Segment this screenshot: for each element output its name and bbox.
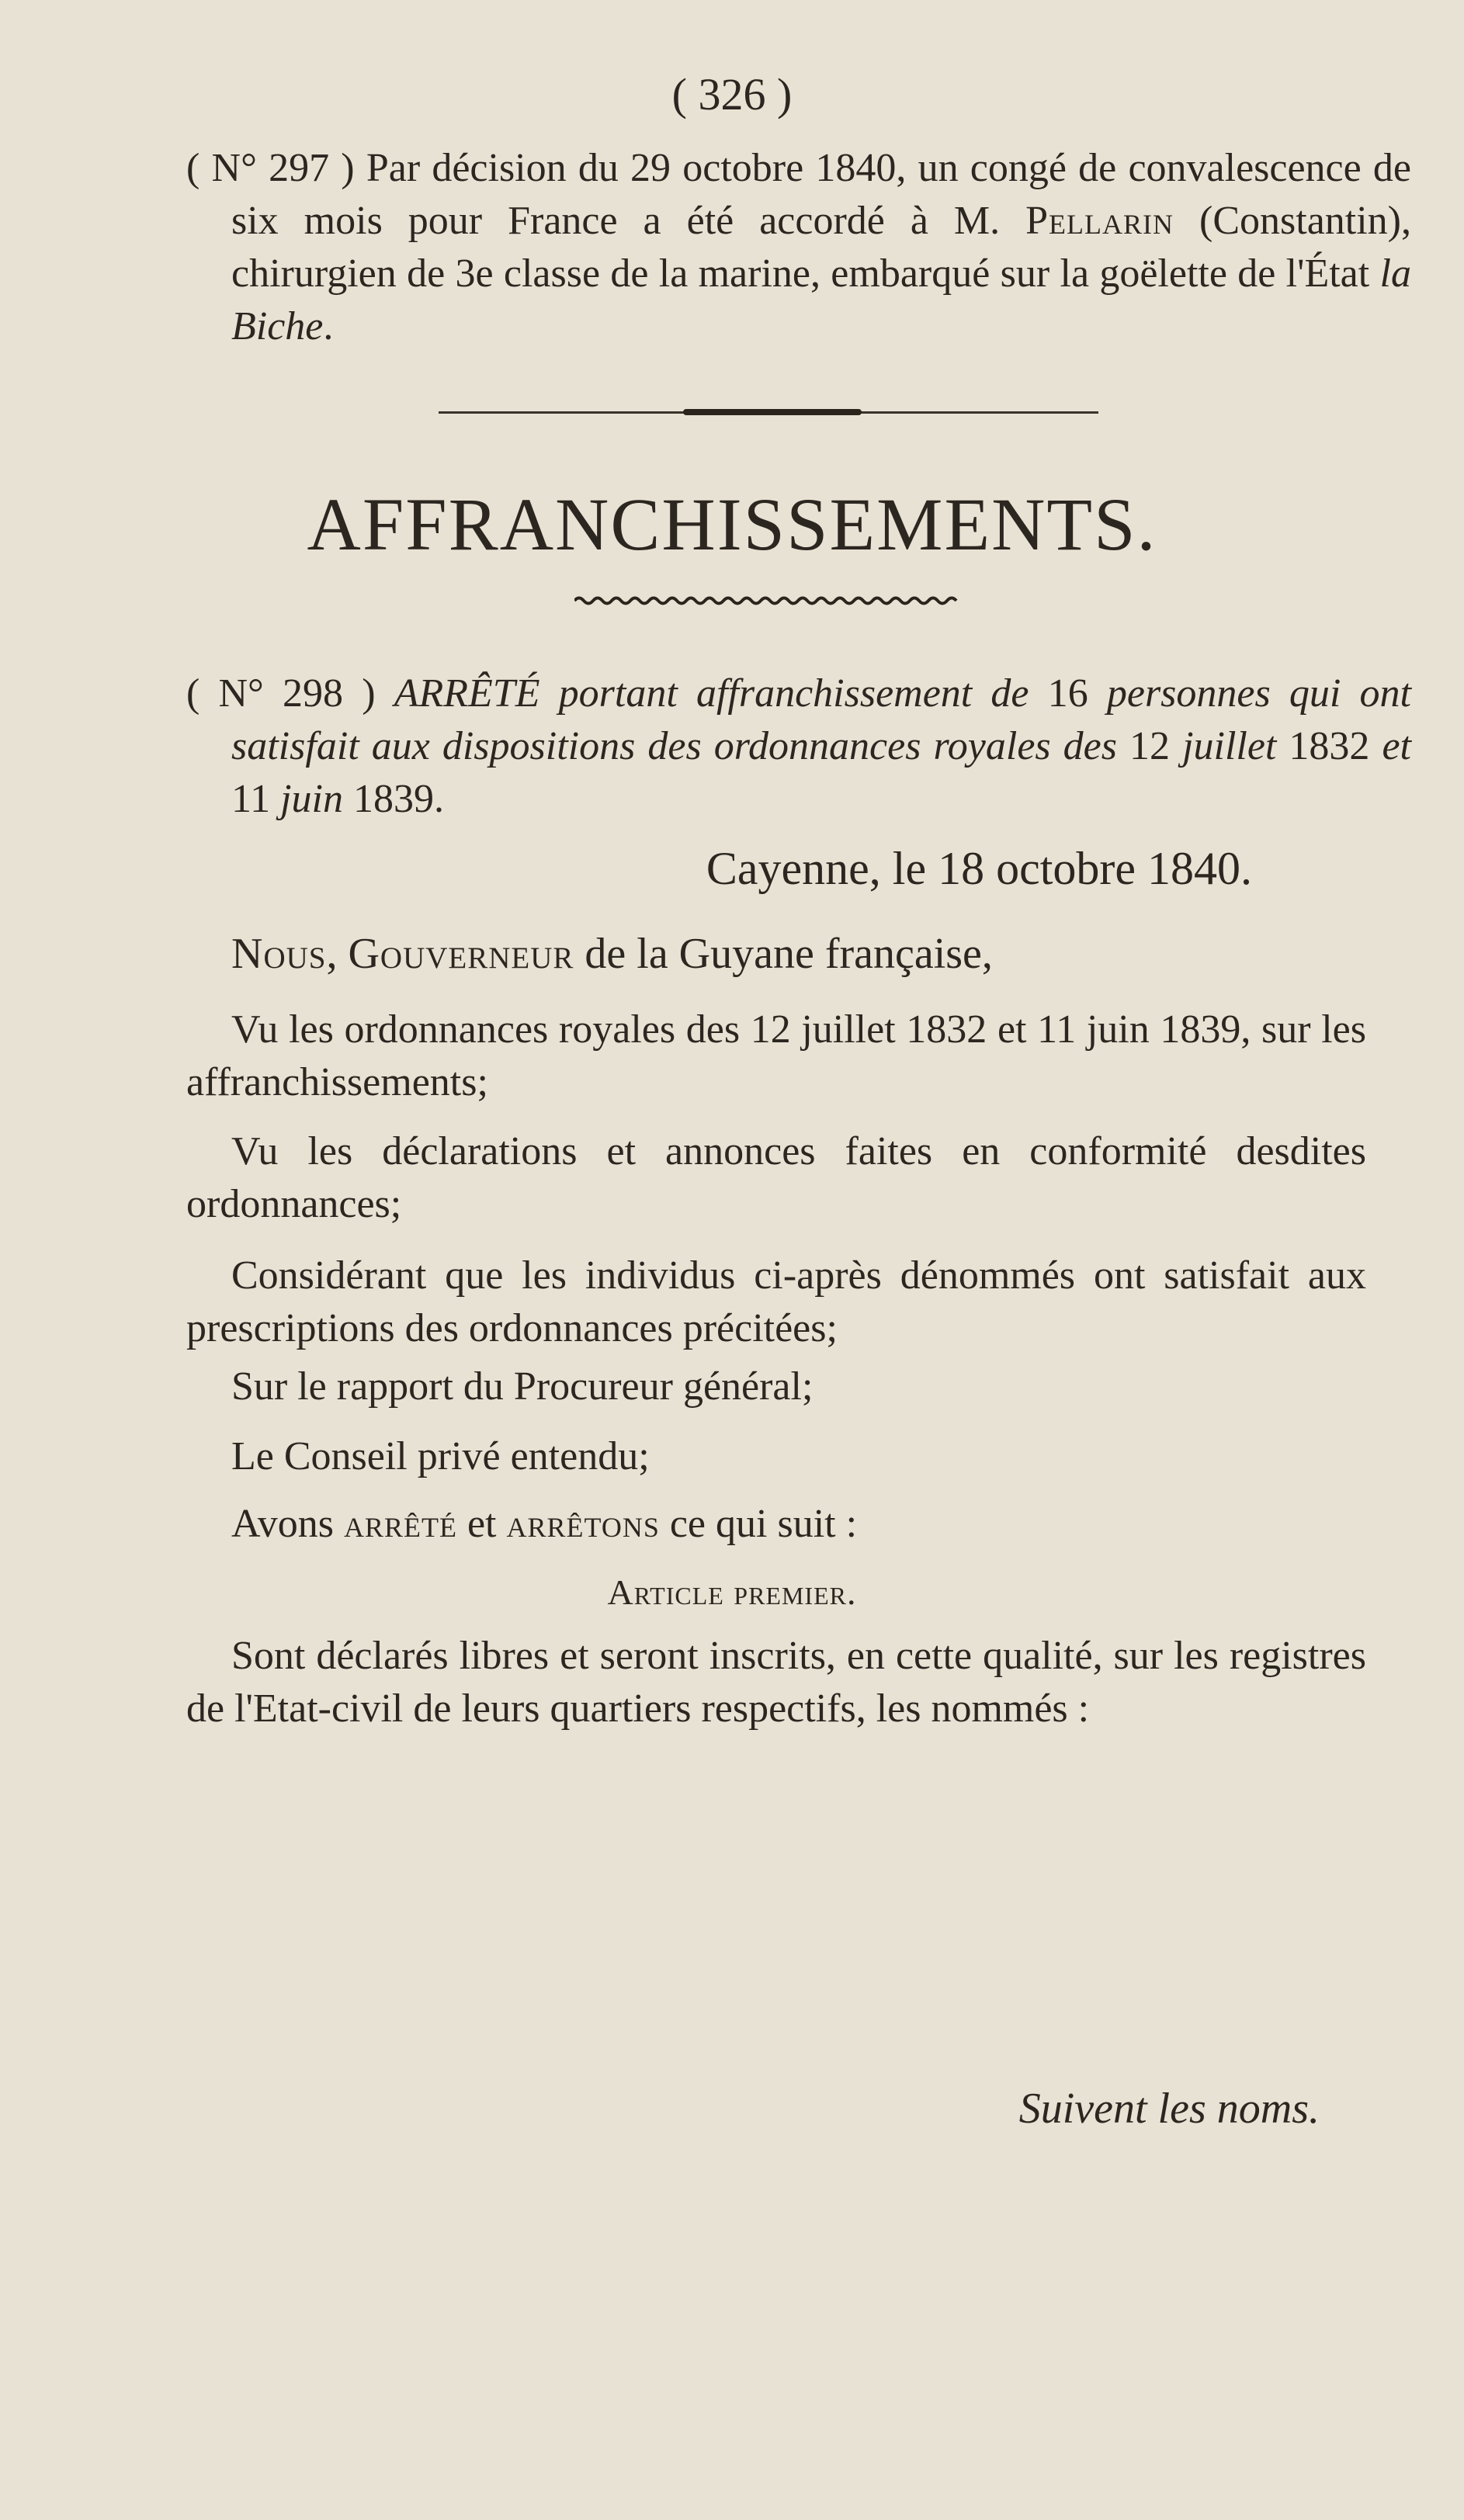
entry-298-date-2: 11 [231,777,271,821]
consideration-1: Vu les ordonnances royales des 12 juillet 1832 et 11 juin 1839, sur les affranchissements; [186,1007,1366,1104]
entry-298-year-2: 1839 [352,777,434,821]
footer-note: Suivent les noms. [1018,2085,1320,2133]
decree-line [186,1498,1366,1551]
wavy-ornament [574,594,963,608]
consideration-2: Vu les déclarations et annonces faites en conformité desdites ordonnances; [186,1129,1366,1226]
entry-297-ship: la Biche [231,251,1411,348]
entry-297-name: Pellarin [1025,199,1174,243]
preamble-rest: de la Guyane française, [574,930,993,978]
entry-297-end: . [323,304,334,348]
article-title: Article premier. [607,1572,857,1612]
section-divider-swell [683,409,862,415]
decree-arrete: arrêté [343,1502,457,1546]
entry-298-text-1: ARRÊTÉ portant affranchissement de [394,671,1048,716]
section-title: AFFRANCHISSEMENTS. [307,483,1157,566]
entry-298-number: ( N° 298 ) [186,671,394,716]
article-text: Sont déclarés libres et seront inscrits, en cette qualité, sur les registres de l'Etat-civil de leurs quartiers respectifs, les nommés : [186,1634,1366,1731]
entry-297-middle: (Constantin), chirurgien de 3e classe de la marine, embarqué sur la goëlette de l'État [231,199,1411,296]
entry-297-prefix: ( N° 297 ) Par décision du 29 octobre 1840, un congé de convalescence de six mois pour France a été accordé à M. [186,146,1411,243]
consideration-5: Le Conseil privé entendu; [231,1434,650,1478]
entry-298-text-4: et [1369,724,1411,768]
consideration-3: Considérant que les individus ci-après dénommés ont satisfait aux prescriptions des ordonnances précitées; [186,1253,1366,1350]
entry-298-year-1: 1832 [1289,724,1370,768]
preamble: Nous, Gouverneur de la Guyane française, [231,930,993,978]
entry-297 [186,142,1411,353]
preamble-nous: Nous [231,930,327,978]
entry-298-end: . [433,777,444,821]
entry-298-date-1: 12 [1129,724,1171,768]
page-number: ( 326 ) [671,69,793,120]
entry-298-text-5: juin [270,777,353,821]
entry-298-text-3: juillet [1170,724,1289,768]
decree-et: et [456,1502,507,1546]
decree-end: ce qui suit : [659,1502,858,1546]
entry-298 [186,667,1411,826]
decree-start: Avons [231,1502,344,1546]
place-date: Cayenne, le 18 octobre 1840. [706,843,1252,894]
entry-298-text-2: personnes qui ont satisfait aux dispositions des ordonnances royales des [231,671,1411,768]
preamble-gouverneur: Gouverneur [348,930,574,978]
consideration-4: Sur le rapport du Procureur général; [231,1364,814,1409]
decree-arretons: arrêtons [506,1502,660,1546]
entry-298-count: 16 [1047,671,1088,716]
